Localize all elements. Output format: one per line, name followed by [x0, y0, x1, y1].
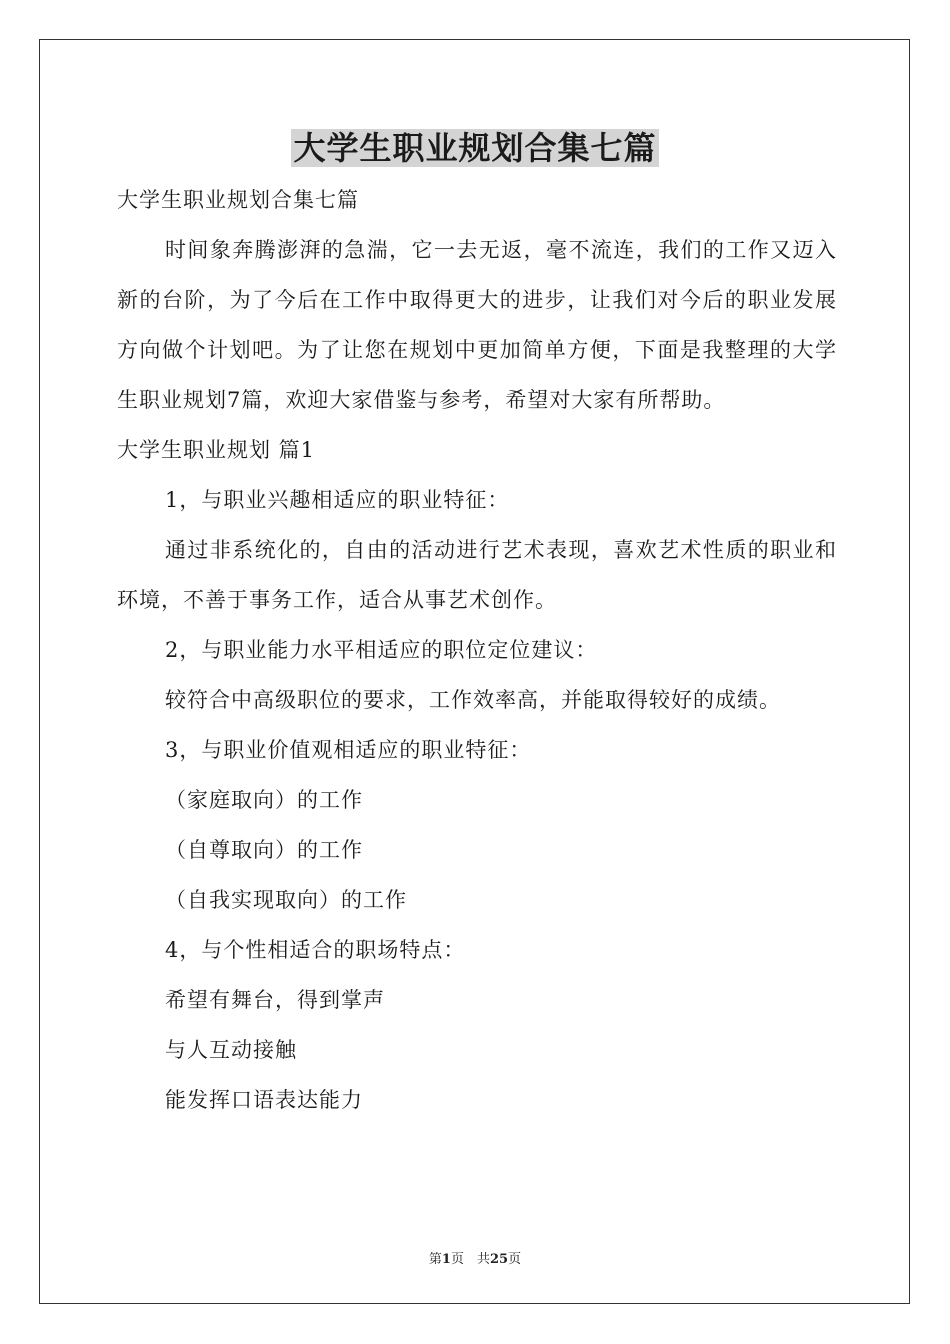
footer-suffix: 页	[508, 1252, 522, 1267]
trait-line-2: 与人互动接触	[165, 1038, 297, 1062]
intro-paragraph: 时间象奔腾澎湃的急湍，它一去无返，毫不流连，我们的工作又迈入新的台阶，为了今后在工作中取得更大的进步，让我们对今后的职业发展方向做个计划吧。为了让您在规划中更加简单方便，下面是我整理的大学生职业规划7篇，欢迎大家借鉴与参考，希望对大家有所帮助。	[117, 238, 837, 412]
trait-line-3: 能发挥口语表达能力	[165, 1088, 363, 1112]
document-title	[0, 128, 950, 168]
document-title-text: 大学生职业规划合集七篇	[293, 129, 657, 167]
page-number-footer	[0, 1248, 950, 1267]
footer-current-page: 1	[441, 1252, 451, 1267]
value-line-3: （自我实现取向）的工作	[165, 888, 407, 912]
section-heading: 大学生职业规划 篇1	[117, 438, 316, 462]
item-paragraph-2: 较符合中高级职位的要求，工作效率高，并能取得较好的成绩。	[165, 688, 781, 712]
value-line-2: （自尊取向）的工作	[165, 838, 363, 862]
document-body	[117, 175, 837, 1125]
footer-total-pages: 25	[489, 1252, 509, 1267]
footer-mid: 页 共	[450, 1252, 490, 1267]
trait-line-1: 希望有舞台，得到掌声	[165, 988, 385, 1012]
value-line-1: （家庭取向）的工作	[165, 788, 363, 812]
item-heading-3: 3，与职业价值观相适应的职业特征：	[165, 738, 532, 762]
item-paragraph-1: 通过非系统化的，自由的活动进行艺术表现，喜欢艺术性质的职业和环境，不善于事务工作，适合从事艺术创作。	[117, 538, 837, 612]
item-heading-1: 1，与职业兴趣相适应的职业特征：	[165, 488, 510, 512]
item-heading-4: 4，与个性相适合的职场特点：	[165, 938, 466, 962]
subtitle: 大学生职业规划合集七篇	[117, 188, 359, 212]
item-heading-2: 2，与职业能力水平相适应的职位定位建议：	[165, 638, 598, 662]
footer-prefix: 第	[428, 1252, 442, 1267]
